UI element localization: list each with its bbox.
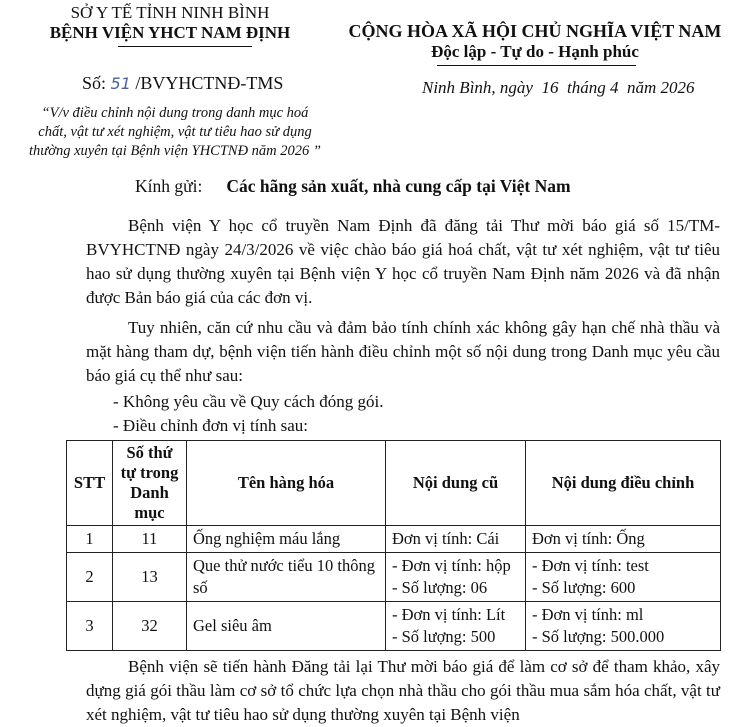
cell-new: Đơn vị tính: Ống [526,526,721,553]
recipient [135,176,571,197]
header-stt: STT [67,441,113,526]
number-prefix: Số: [82,73,107,93]
subject-line: thường xuyên tại Bệnh viện YHCTNĐ năm 2026 ” [29,143,321,159]
table-row [67,602,721,651]
paragraph: Tuy nhiên, căn cứ nhu cầu và đảm bảo tính chính xác không gây hạn chế nhà thầu và mặt hàng tham dự, bệnh viện tiến hành điều chỉnh một số nội dung trong Danh mục yêu cầu báo giá cụ thể như sau: [86,318,720,385]
new-line: - Đơn vị tính: ml [532,605,644,624]
header-index: Số thứ tự trong Danh mục [113,441,187,526]
cell-stt: 2 [67,553,113,602]
old-line: - Đơn vị tính: hộp [392,556,511,575]
bullet: - Không yêu cầu về Quy cách đóng gói. [113,392,384,411]
cell-stt: 3 [67,602,113,651]
cell-index: 13 [113,553,187,602]
table-header-row [67,441,721,526]
cell-new [526,553,721,602]
cell-new [526,602,721,651]
cell-name: Ống nghiệm máu lắng [187,526,386,553]
document-number [82,73,283,94]
bullet: - Điều chỉnh đơn vị tính sau: [113,416,309,435]
subject [20,104,330,161]
number-suffix: /BVYHCTNĐ-TMS [135,73,284,93]
header-new: Nội dung điều chỉnh [526,441,721,526]
date-line: Ninh Bình, ngày 16 tháng 4 năm 2026 [422,78,695,97]
cell-old [386,553,526,602]
cell-old [386,602,526,651]
motto: Độc lập - Tự do - Hạnh phúc [431,42,639,61]
adjustment-table [66,440,721,651]
country-name: CỘNG HÒA XÃ HỘI CHỦ NGHĨA VIỆT NAM [348,21,722,41]
recipient-label: Kính gửi: [135,176,203,196]
cell-stt: 1 [67,526,113,553]
ministry-name: SỞ Y TẾ TỈNH NINH BÌNH [70,3,270,22]
new-line: - Số lượng: 500.000 [532,627,665,646]
hospital-name: BỆNH VIỆN YHCT NAM ĐỊNH [49,23,291,42]
table-row [67,526,721,553]
new-line: - Đơn vị tính: test [532,556,649,575]
cell-index: 11 [113,526,187,553]
cell-old: Đơn vị tính: Cái [386,526,526,553]
header-name: Tên hàng hóa [187,441,386,526]
paragraph: Bệnh viện Y học cổ truyền Nam Định đã đăng tải Thư mời báo giá số 15/TM-BVYHCTNĐ ngày 24/3/2026 về việc chào báo giá hoá chất, vật tư xét nghiệm, vật tư tiêu hao sử dụng thường xuyên tại Bệnh viện Y học cổ truyền Nam Định năm 2026 và đã nhận được Bản báo giá của các đơn vị. [86,216,720,307]
cell-name: Que thử nước tiểu 10 thông số [187,553,386,602]
table-row [67,553,721,602]
handwritten-number: 51 [110,74,131,93]
cell-name: Gel siêu âm [187,602,386,651]
motto-underline [437,65,636,66]
subject-line: chất, vật tư xét nghiệm, vật tư tiêu hao sử dụng [38,124,312,140]
new-line: - Số lượng: 600 [532,578,636,597]
body-content [73,214,720,727]
recipient-value: Các hãng sản xuất, nhà cung cấp tại Việt Nam [226,176,571,196]
subject-line: “V/v điều chỉnh nội dung trong danh mục hoá [41,105,309,121]
cell-index: 32 [113,602,187,651]
header-old: Nội dung cũ [386,441,526,526]
closing-paragraph: Bệnh viện sẽ tiến hành Đăng tải lại Thư mời báo giá để làm cơ sở để tham khảo, xây dựng giá gói thầu làm cơ sở tổ chức lựa chọn nhà thầu cho gói thầu mua sắm hóa chất, vật tư xét nghiệm, vật tư tiêu hao sử dụng thường xuyên tại Bệnh viện [86,657,720,724]
old-line: - Số lượng: 500 [392,627,496,646]
old-line: - Đơn vị tính: Lít [392,605,506,624]
old-line: - Số lượng: 06 [392,578,488,597]
header-divider [118,46,252,47]
